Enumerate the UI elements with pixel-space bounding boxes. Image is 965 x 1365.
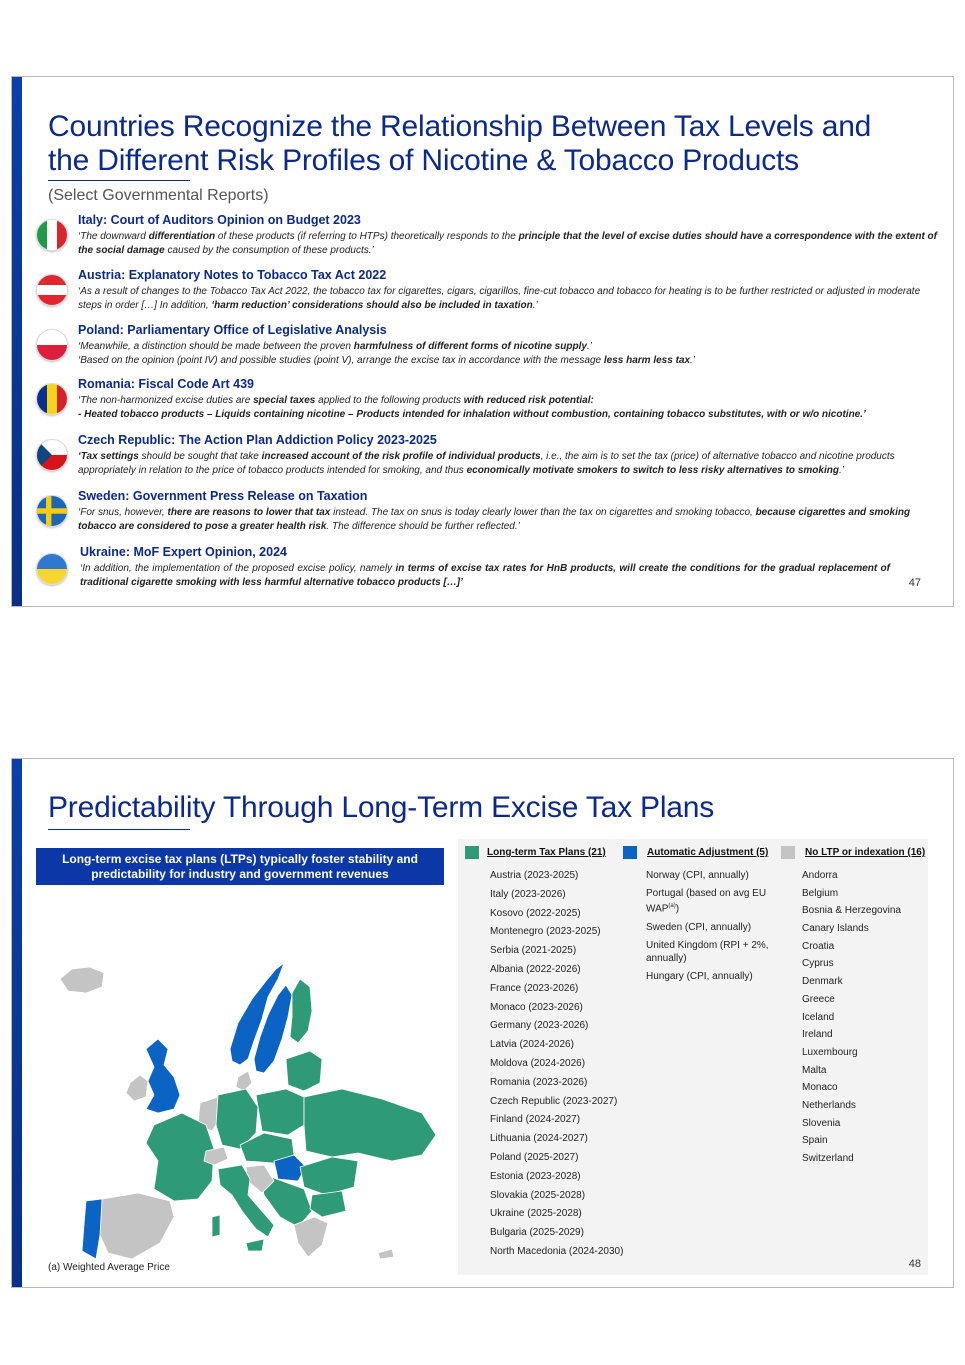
quote-emphasis: there are reasons to lower that tax (167, 507, 331, 518)
map-bulgaria (310, 1191, 346, 1217)
none-swatch (781, 846, 795, 859)
quote-text: .’ (532, 300, 538, 311)
entry-quote (78, 450, 938, 478)
quote-emphasis: with reduced risk potential: (463, 395, 594, 406)
quote-emphasis: differentiation (148, 231, 216, 242)
list-item: Latvia (2024-2026) (490, 1039, 574, 1051)
entry-quote (78, 340, 938, 368)
list-item: Greece (802, 993, 835, 1005)
footnote-marker: (a) (668, 903, 676, 910)
quote-emphasis: increased account of the risk profile of individual products (261, 451, 541, 462)
footnote: (a) Weighted Average Price (48, 1262, 170, 1273)
list-item: Cyprus (802, 958, 834, 970)
auto-country-list (646, 869, 782, 988)
page-number: 48 (908, 1258, 921, 1270)
poland-flag-icon (36, 329, 68, 361)
list-item: Switzerland (802, 1153, 854, 1164)
list-item: Netherlands (802, 1099, 856, 1111)
list-item: Croatia (802, 940, 835, 952)
quote-text: ‘For snus, however, (78, 507, 168, 518)
sweden-flag-icon (36, 495, 68, 527)
quote-text: .’ (838, 465, 844, 476)
list-item: Slovakia (2025-2028) (490, 1189, 586, 1201)
ltp-swatch (465, 846, 479, 859)
entry-quote (78, 394, 938, 422)
quote-emphasis: ‘harm reduction’ considerations should also be included in taxation (211, 300, 533, 311)
list-item: Lithuania (2024-2027) (490, 1133, 588, 1145)
column-header: Long-term Tax Plans (21) (487, 847, 606, 858)
entry-heading: Sweden: Government Press Release on Taxation (78, 489, 368, 503)
quote-text: .’ (690, 355, 696, 366)
italy-flag-icon (36, 219, 68, 251)
austria-flag-icon (36, 274, 68, 306)
entry-quote (78, 285, 938, 313)
map-sardinia (212, 1215, 220, 1237)
list-item: Monaco (2023-2026) (490, 1001, 583, 1013)
portugal-close: ) (675, 903, 680, 915)
map-spain (100, 1193, 174, 1259)
list-item: Poland (2025-2027) (490, 1151, 579, 1163)
map-france (146, 1113, 214, 1201)
slide-title-line2: the Different Risk Profiles of Nicotine & Tobacco Products (48, 144, 799, 177)
column-header: Automatic Adjustment (5) (647, 847, 769, 858)
europe-map-icon (42, 899, 462, 1279)
slide-accent-bar (12, 77, 22, 606)
ltp-banner: Long-term excise tax plans (LTPs) typically foster stability and predictability for industry and government revenues (36, 848, 444, 885)
slide-title-line1: Countries Recognize the Relationship Between Tax Levels and (48, 110, 872, 143)
list-item: Andorra (802, 870, 838, 881)
list-item: North Macedonia (2024-2030) (490, 1245, 624, 1257)
quote-text: caused by the consumption of these products.’ (164, 245, 374, 256)
quote-emphasis: ‘Tax settings (78, 451, 139, 462)
map-poland (256, 1089, 304, 1135)
list-item: Albania (2022-2026) (490, 963, 581, 975)
list-item (646, 887, 782, 915)
none-country-list (802, 869, 922, 1170)
list-item: Bulgaria (2025-2029) (490, 1227, 584, 1239)
list-item: Montenegro (2023-2025) (490, 926, 601, 938)
list-item: Hungary (CPI, annually) (646, 971, 753, 983)
list-item: Romania (2023-2026) (490, 1076, 588, 1088)
list-item: Denmark (802, 976, 843, 988)
quote-emphasis: economically motivate smokers to switch to less risky alternatives to smoking (466, 465, 839, 476)
list-item: Austria (2023-2025) (490, 870, 579, 881)
quote-text: ‘Based on the opinion (point IV) and possible studies (point V), arrange the excise tax in accordance with the message (78, 355, 604, 366)
quote-text: .’ (586, 341, 592, 352)
quote-text: ‘As a result of changes to the Tobacco Tax Act 2022, the tobacco tax for cigarettes, cigars, cigarillos, fine-cut tobacco and tobacco for heating is to be further restricted or adjusted in moderate steps in order […] In addition, (78, 286, 921, 311)
quote-text: of these products (if referring to HTPs) theoretically responds to the (215, 231, 519, 242)
map-romania (300, 1157, 358, 1195)
list-item: Sweden (CPI, annually) (646, 921, 752, 933)
map-uk (146, 1039, 180, 1113)
list-item: Ireland (802, 1029, 833, 1041)
entry-heading: Romania: Fiscal Code Art 439 (78, 377, 254, 391)
list-item: Finland (2024-2027) (490, 1114, 581, 1126)
map-cyprus (378, 1249, 394, 1259)
auto-swatch (623, 846, 637, 859)
list-item: Ukraine (2025-2028) (490, 1208, 582, 1220)
list-item: Spain (802, 1135, 828, 1147)
quote-emphasis: because cigarettes and smoking tobacco are considered to pose a greater health risk (78, 507, 911, 532)
list-item: Belgium (802, 887, 839, 899)
quote-text: ‘The non-harmonized excise duties are (78, 395, 254, 406)
map-greece (294, 1217, 328, 1257)
page-number: 47 (908, 577, 921, 589)
quote-text: , i.e., the aim is to set the tax (price) of alternative tobacco and nicotine products appropriately in relation to the price of tobacco products intended for smoking, and thus (78, 451, 895, 476)
slide-subtitle: (Select Governmental Reports) (48, 187, 269, 204)
quote-text: . The difference should be further reflected.’ (326, 521, 520, 532)
quote-text: instead. The tax on snus is today clearly lower than the tax on cigarettes and smoking tobacco, (330, 507, 756, 518)
quote-emphasis: in terms of excise tax rates for HnB products, will create the conditions for the gradual replacement of traditional cigarette smoking with less harmful alternative tobacco products […]’ (80, 563, 890, 588)
slide-47 (11, 76, 954, 607)
ltp-country-list (490, 869, 640, 1264)
list-item: Norway (CPI, annually) (646, 870, 749, 881)
quote-emphasis: - Heated tobacco products – Liquids containing nicotine – Products intended for inhalation without combustion, containing tobacco substitutes, with or w/o nicotine.’ (78, 409, 866, 420)
list-item: Monaco (802, 1082, 838, 1094)
ukraine-flag-icon (36, 553, 68, 585)
quote-emphasis: principle that the level of excise duties should have a correspondence with the extent of the social damage (78, 231, 937, 256)
entry-quote (78, 506, 938, 534)
map-ukraine (304, 1089, 436, 1161)
list-item: Germany (2023-2026) (490, 1020, 589, 1032)
column-header: No LTP or indexation (16) (805, 847, 926, 858)
list-item: Bosnia & Herzegovina (802, 905, 901, 917)
list-item: Moldova (2024-2026) (490, 1057, 586, 1069)
entry-quote (78, 230, 938, 258)
title-underline (48, 829, 190, 830)
list-item: Canary Islands (802, 923, 869, 935)
map-denmark (236, 1071, 252, 1091)
romania-flag-icon (36, 383, 68, 415)
quote-emphasis: special taxes (253, 395, 316, 406)
entry-heading: Poland: Parliamentary Office of Legislative Analysis (78, 323, 387, 337)
list-item: Italy (2023-2026) (490, 888, 566, 900)
czech-flag-icon (36, 439, 68, 471)
map-ireland (126, 1075, 148, 1101)
list-item: Iceland (802, 1011, 835, 1023)
slide-title: Predictability Through Long-Term Excise Tax Plans (48, 791, 715, 824)
entry-heading: Czech Republic: The Action Plan Addiction Policy 2023-2025 (78, 433, 437, 447)
portugal-text: Portugal (based on avg EU WAP (646, 888, 767, 915)
quote-text: ‘In addition, the implementation of the proposed excise policy, namely (80, 563, 396, 574)
quote-text: applied to the following products (315, 395, 464, 406)
list-item: Kosovo (2022-2025) (490, 907, 581, 919)
entry-heading: Austria: Explanatory Notes to Tobacco Tax Act 2022 (78, 268, 387, 282)
title-underline (48, 180, 190, 181)
list-item: Luxembourg (802, 1046, 858, 1058)
map-portugal (82, 1199, 102, 1259)
entry-heading: Italy: Court of Auditors Opinion on Budget 2023 (78, 213, 361, 227)
quote-emphasis: less harm less tax (603, 355, 691, 366)
list-item: United Kingdom (RPI + 2%, annually) (646, 939, 769, 964)
quote-emphasis: harmfulness of different forms of nicotine supply (353, 341, 587, 352)
list-item: Malta (802, 1064, 827, 1076)
list-item: France (2023-2026) (490, 982, 579, 994)
slide-48 (11, 758, 954, 1288)
list-item: Slovenia (802, 1117, 841, 1129)
map-baltics (286, 1051, 322, 1091)
list-item: Czech Republic (2023-2027) (490, 1095, 618, 1107)
slide-accent-bar (12, 759, 22, 1287)
entry-quote (80, 562, 890, 590)
list-item: Estonia (2023-2028) (490, 1170, 581, 1182)
list-item: Serbia (2021-2025) (490, 945, 577, 957)
tax-plan-legend-panel (458, 839, 928, 1275)
map-finland (290, 979, 312, 1043)
entry-heading: Ukraine: MoF Expert Opinion, 2024 (80, 545, 287, 559)
quote-text: should be sought that take (138, 451, 262, 462)
quote-text: ‘Meanwhile, a distinction should be made between the proven (78, 341, 354, 352)
map-sicily (246, 1239, 264, 1251)
map-iceland (60, 967, 104, 993)
quote-text: ‘The downward (78, 231, 149, 242)
